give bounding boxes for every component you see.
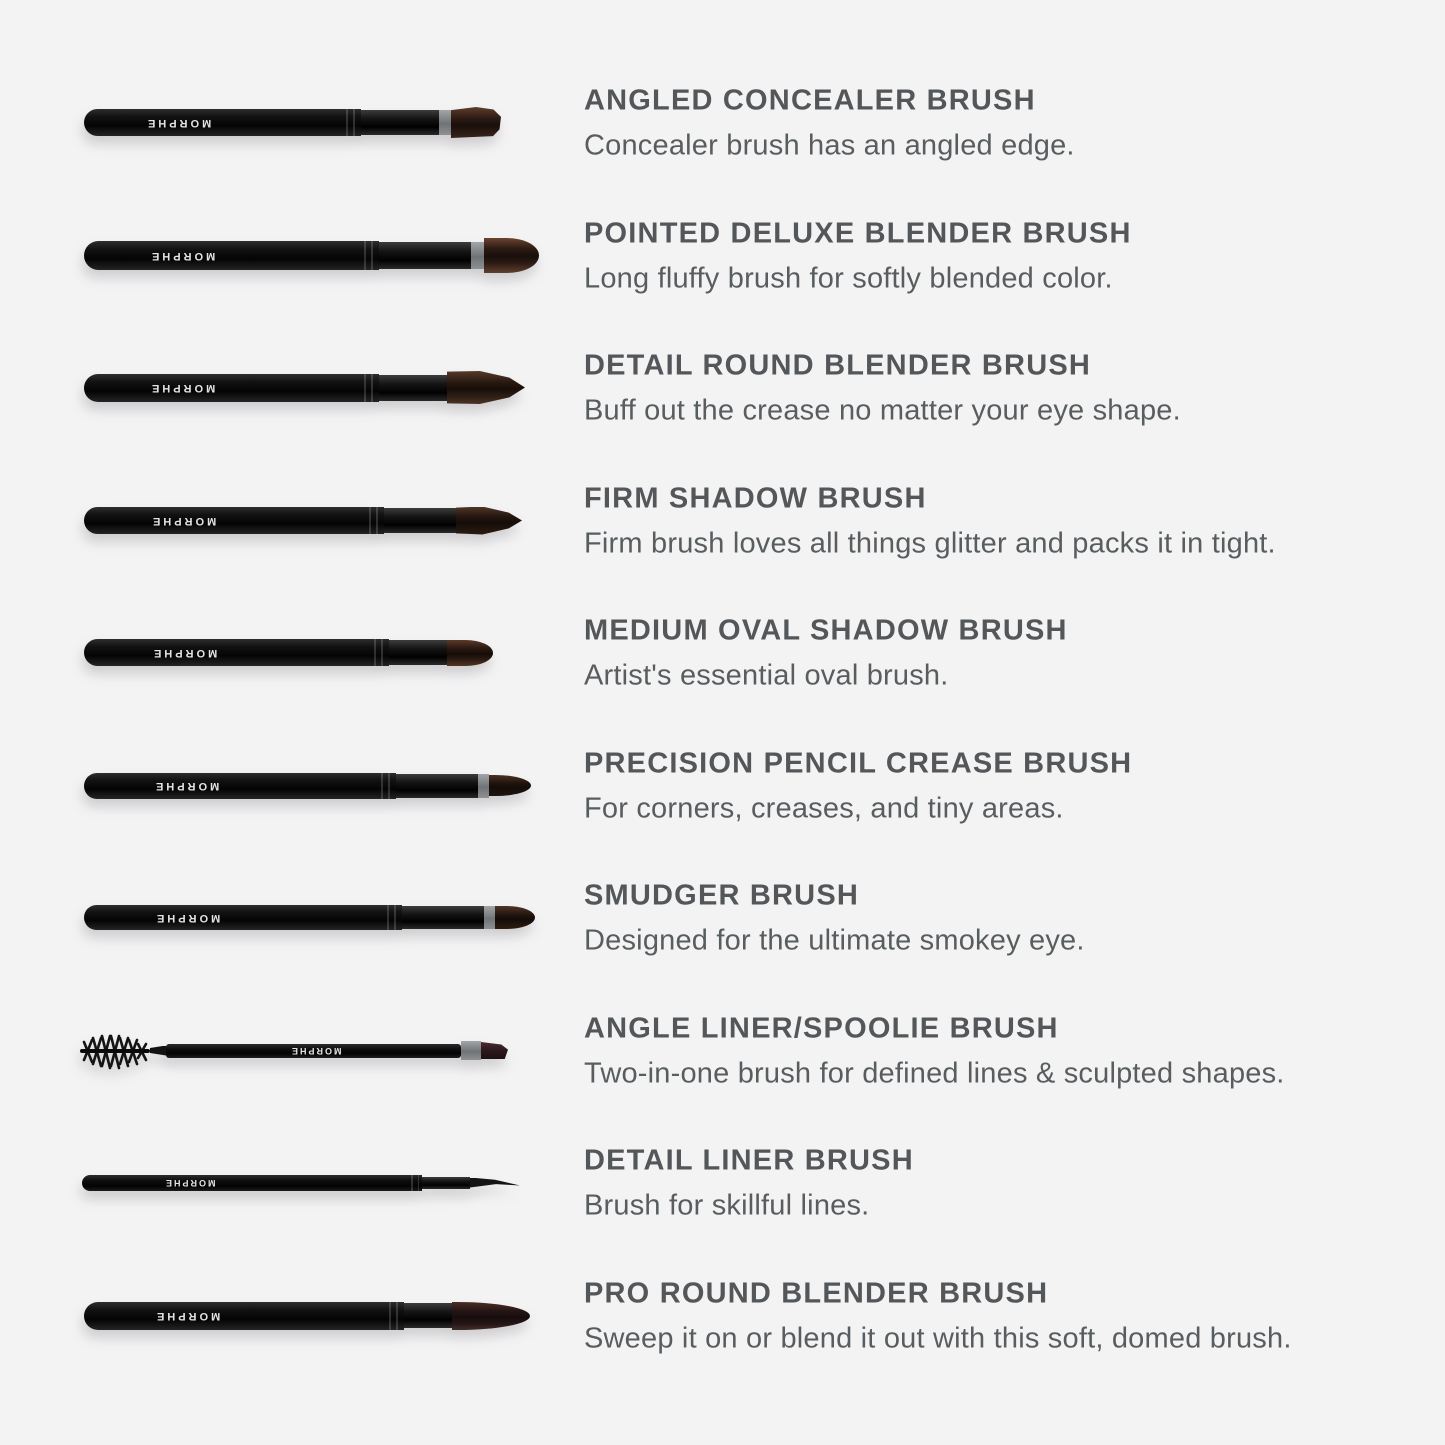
brush-neck	[150, 1046, 166, 1056]
brush-handle	[84, 109, 361, 136]
product-row-detail-round-blender	[0, 321, 1445, 454]
product-description: Buff out the crease no matter your eye shape.	[584, 395, 1181, 427]
brush-ferrule	[422, 1177, 470, 1189]
brush-brand-label: MORPHE	[289, 1045, 342, 1056]
brush-ferrule	[396, 774, 478, 798]
product-text-block	[584, 82, 1445, 163]
product-text-block	[584, 215, 1445, 296]
product-description: Concealer brush has an angled edge.	[584, 130, 1075, 162]
brush-ferrule-band	[478, 774, 489, 798]
brush-handle	[84, 905, 402, 930]
brush-ferrule-band	[484, 906, 495, 929]
product-row-angled-concealer	[0, 56, 1445, 189]
product-text-block	[584, 1275, 1445, 1356]
brush-ferrule	[379, 375, 447, 401]
brush-ferrule	[384, 508, 456, 533]
product-description: Firm brush loves all things glitter and packs it in tight.	[584, 528, 1276, 560]
brush-bristles	[495, 906, 535, 929]
brush-brand-label: MORPHE	[144, 116, 212, 129]
product-text-block	[584, 480, 1445, 561]
product-title: DETAIL LINER BRUSH	[584, 1144, 914, 1177]
brush-ferrule	[402, 906, 484, 929]
brush-handle	[84, 639, 389, 666]
brush-bristles	[456, 507, 522, 535]
brush-handle	[84, 507, 384, 534]
brush-handle	[82, 1175, 422, 1191]
spoolie-brush-icon	[78, 1028, 150, 1074]
product-title: ANGLED CONCEALER BRUSH	[584, 84, 1036, 117]
product-text-block	[584, 1010, 1445, 1091]
product-description: For corners, creases, and tiny areas.	[584, 793, 1064, 825]
product-description: Designed for the ultimate smokey eye.	[584, 925, 1085, 957]
brush-image-medium-oval-shadow	[84, 586, 493, 719]
product-title: PRO ROUND BLENDER BRUSH	[584, 1277, 1049, 1310]
brush-ferrule	[379, 242, 471, 269]
product-row-pointed-deluxe-blender	[0, 189, 1445, 322]
brush-image-pro-round-blender	[84, 1249, 530, 1382]
brush-brand-label: MORPHE	[153, 911, 221, 924]
brush-image-firm-shadow	[84, 454, 522, 587]
product-description: Artist's essential oval brush.	[584, 660, 949, 692]
brush-handle	[84, 1302, 404, 1330]
brush-brand-label: MORPHE	[154, 1309, 221, 1322]
product-title: PRECISION PENCIL CREASE BRUSH	[584, 747, 1133, 780]
brush-ferrule-band	[471, 242, 484, 269]
brush-brand-label: MORPHE	[150, 514, 217, 527]
brush-brand-label: MORPHE	[151, 646, 218, 659]
brush-bristles	[447, 371, 525, 404]
product-description: Two-in-one brush for defined lines & sculpted shapes.	[584, 1058, 1285, 1090]
product-description: Sweep it on or blend it out with this soft, domed brush.	[584, 1323, 1292, 1355]
product-title: FIRM SHADOW BRUSH	[584, 482, 927, 515]
product-row-angle-liner-spoolie	[0, 984, 1445, 1117]
brush-handle	[166, 1044, 461, 1058]
product-row-pro-round-blender	[0, 1249, 1445, 1382]
product-title: DETAIL ROUND BLENDER BRUSH	[584, 349, 1092, 382]
brush-image-angle-liner-spoolie	[78, 984, 508, 1117]
product-text-block	[584, 745, 1445, 826]
product-title: ANGLE LINER/SPOOLIE BRUSH	[584, 1012, 1059, 1045]
product-text-block	[584, 877, 1445, 958]
brush-handle	[84, 773, 396, 799]
product-row-firm-shadow	[0, 454, 1445, 587]
product-row-detail-liner	[0, 1116, 1445, 1249]
brush-brand-label: MORPHE	[148, 381, 216, 394]
product-description: Brush for skillful lines.	[584, 1190, 870, 1222]
brush-bristles	[451, 107, 501, 138]
brush-ferrule	[361, 110, 439, 135]
product-row-medium-oval-shadow	[0, 586, 1445, 719]
brush-image-precision-pencil-crease	[84, 719, 531, 852]
brush-bristles-fine-point	[470, 1178, 520, 1188]
product-row-smudger	[0, 851, 1445, 984]
product-title: MEDIUM OVAL SHADOW BRUSH	[584, 614, 1068, 647]
brush-ferrule-band	[439, 110, 451, 135]
product-title: POINTED DELUXE BLENDER BRUSH	[584, 217, 1132, 250]
brush-image-detail-round-blender	[84, 321, 525, 454]
brush-ferrule-band	[461, 1041, 481, 1060]
product-text-block	[584, 612, 1445, 693]
product-description: Long fluffy brush for softly blended color.	[584, 263, 1113, 295]
product-title: SMUDGER BRUSH	[584, 879, 859, 912]
brush-image-pointed-deluxe-blender	[84, 189, 539, 322]
brush-handle	[84, 374, 379, 402]
brush-bristles	[447, 640, 493, 666]
brush-brand-label: MORPHE	[152, 779, 219, 792]
brush-bristles	[489, 775, 531, 796]
product-text-block	[584, 347, 1445, 428]
brush-handle	[84, 241, 379, 270]
brush-image-angled-concealer	[84, 56, 501, 189]
brush-bristles	[484, 238, 539, 273]
brush-brand-label: MORPHE	[148, 249, 216, 262]
brush-bristles-angled-liner	[481, 1042, 508, 1059]
brush-brand-label: MORPHE	[163, 1177, 216, 1188]
brush-ferrule	[404, 1303, 452, 1328]
brush-image-smudger	[84, 851, 535, 984]
brush-image-detail-liner	[82, 1116, 520, 1249]
brush-bristles	[452, 1302, 530, 1330]
product-text-block	[584, 1142, 1445, 1223]
product-row-precision-pencil-crease	[0, 719, 1445, 852]
brush-ferrule	[389, 640, 447, 665]
